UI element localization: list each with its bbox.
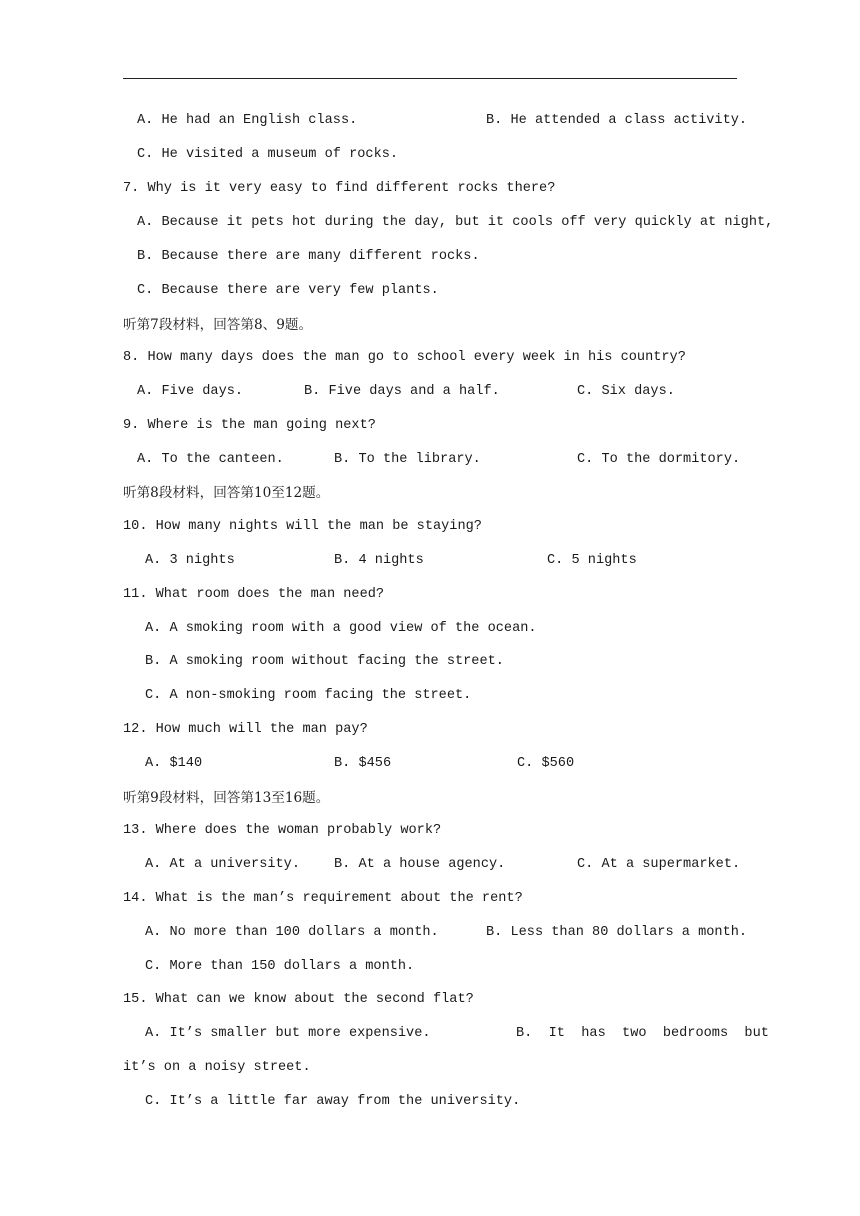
question-text: 9. Where is the man going next? bbox=[123, 418, 376, 433]
answer-option: B. To the library. bbox=[334, 452, 481, 467]
answer-option: C. Because there are very few plants. bbox=[137, 283, 439, 298]
section-heading: 听第9段材料，回答第13至16题。 bbox=[123, 790, 330, 806]
answer-option: B. At a house agency. bbox=[334, 857, 506, 872]
answer-option: A. He had an English class. bbox=[137, 113, 358, 128]
answer-option: A. At a university. bbox=[145, 857, 300, 872]
answer-option: it’s on a noisy street. bbox=[123, 1060, 311, 1075]
section-heading: 听第8段材料，回答第10至12题。 bbox=[123, 485, 330, 501]
question-text: 8. How many days does the man go to school every week in his country? bbox=[123, 350, 686, 365]
answer-option: B. 4 nights bbox=[334, 553, 424, 568]
question-text: 14. What is the man’s requirement about the rent? bbox=[123, 891, 523, 906]
question-text: 12. How much will the man pay? bbox=[123, 722, 368, 737]
answer-option: C. More than 150 dollars a month. bbox=[145, 959, 415, 974]
answer-option: A. Five days. bbox=[137, 384, 244, 399]
answer-option: A. 3 nights bbox=[145, 553, 235, 568]
answer-option: C. Six days. bbox=[577, 384, 675, 399]
answer-option: A. $140 bbox=[145, 756, 203, 771]
answer-option: B. A smoking room without facing the street. bbox=[145, 654, 504, 669]
answer-option: A. To the canteen. bbox=[137, 452, 284, 467]
answer-option: C. It’s a little far away from the university. bbox=[145, 1094, 521, 1109]
question-text: 10. How many nights will the man be staying? bbox=[123, 519, 482, 534]
section-heading: 听第7段材料，回答第8、9题。 bbox=[123, 317, 313, 333]
answer-option: A. It’s smaller but more expensive. bbox=[145, 1026, 431, 1041]
answer-option: B. Because there are many different rocks. bbox=[137, 249, 480, 264]
answer-option: B. He attended a class activity. bbox=[486, 113, 748, 128]
answer-option: C. 5 nights bbox=[547, 553, 637, 568]
question-text: 11. What room does the man need? bbox=[123, 587, 385, 602]
answer-option: C. $560 bbox=[517, 756, 575, 771]
question-text: 7. Why is it very easy to find different rocks there? bbox=[123, 181, 556, 196]
answer-option: B. It has two bedrooms but bbox=[516, 1026, 769, 1041]
answer-option: A. No more than 100 dollars a month. bbox=[145, 925, 439, 940]
question-text: 15. What can we know about the second flat? bbox=[123, 992, 474, 1007]
answer-option: C. At a supermarket. bbox=[577, 857, 741, 872]
question-text: 13. Where does the woman probably work? bbox=[123, 823, 442, 838]
header-rule bbox=[123, 78, 737, 79]
answer-option: C. He visited a museum of rocks. bbox=[137, 147, 399, 162]
answer-option: A. A smoking room with a good view of the ocean. bbox=[145, 621, 537, 636]
answer-option: A. Because it pets hot during the day, but it cools off very quickly at night, bbox=[137, 215, 774, 230]
answer-option: C. To the dormitory. bbox=[577, 452, 741, 467]
answer-option: B. Less than 80 dollars a month. bbox=[486, 925, 748, 940]
answer-option: C. A non-smoking room facing the street. bbox=[145, 688, 472, 703]
answer-option: B. $456 bbox=[334, 756, 392, 771]
answer-option: B. Five days and a half. bbox=[304, 384, 500, 399]
